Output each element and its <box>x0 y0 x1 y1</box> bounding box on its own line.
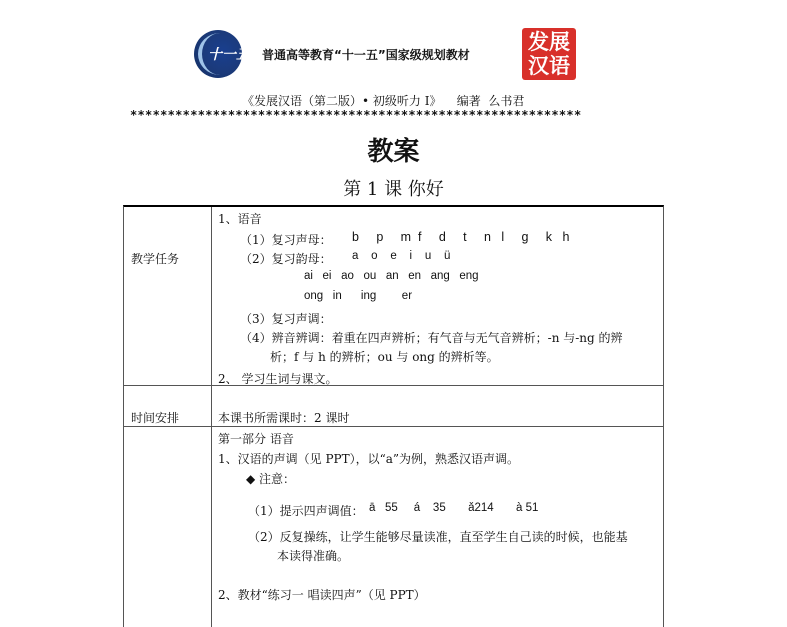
cell-line: （3）复习声调： <box>240 312 332 326</box>
lesson-plan-table <box>123 205 664 627</box>
cell-line: （1）复习声母： <box>240 233 332 247</box>
note-bullet: ◆ 注意： <box>246 472 296 486</box>
cell-line: 2、教材“练习一 唱读四声”（见 PPT） <box>218 588 426 602</box>
row-divider <box>124 426 663 427</box>
cell-line: （4）辨音辨调：着重在四声辨析；有气音与无气音辨析；-n 与-ng 的辨 <box>240 331 623 345</box>
cell-line: 第一部分 语音 <box>218 432 294 446</box>
fazhan-hanyu-logo: 发展 汉语 <box>522 28 576 80</box>
row-divider <box>124 385 663 386</box>
cell-line: 析；f 与 h 的辨析；ou 与 ong 的辨析等。 <box>270 350 499 364</box>
cell-line: 1、语音 <box>218 212 262 226</box>
cell-line: （2）复习韵母： <box>240 252 332 266</box>
row-label-schedule: 时间安排 <box>131 411 180 425</box>
page-title: 教案 <box>367 137 420 167</box>
cell-line: 1、汉语的声调（见 PPT），以“a”为例，熟悉汉语声调。 <box>218 452 520 466</box>
cell-line: 本读得准确。 <box>277 549 350 563</box>
initials-list: b p m f d t n l g k h <box>352 230 570 244</box>
finals-list: ai ei ao ou an en ang eng <box>304 270 479 282</box>
series-heading: 普通高等教育“十一五”国家级规划教材 <box>262 48 470 62</box>
cell-line: 本课书所需课时：2 课时 <box>218 411 350 425</box>
cell-line: （2）反复操练，让学生能够尽量读准，直至学生自己读的时候，也能基 <box>248 530 628 544</box>
tone-values: ā 55 á 35 ǎ214 à 51 <box>369 502 539 514</box>
column-divider <box>211 207 212 627</box>
cell-line: （1）提示四声调值： <box>248 504 364 518</box>
book-info: 《发展汉语（第二版）• 初级听力 I》 编著 么书君 <box>242 94 525 108</box>
eleventh-five-year-logo: 十一五 <box>194 30 242 78</box>
cell-line: 2、 学习生词与课文。 <box>218 372 338 386</box>
finals-list: ong in ing er <box>304 290 413 302</box>
separator-line: ************************************************************ <box>130 108 582 122</box>
row-label-teaching-tasks: 教学任务 <box>131 252 180 266</box>
finals-list: a o e i u ü <box>352 250 451 262</box>
lesson-title: 第 1 课 你好 <box>343 179 444 200</box>
